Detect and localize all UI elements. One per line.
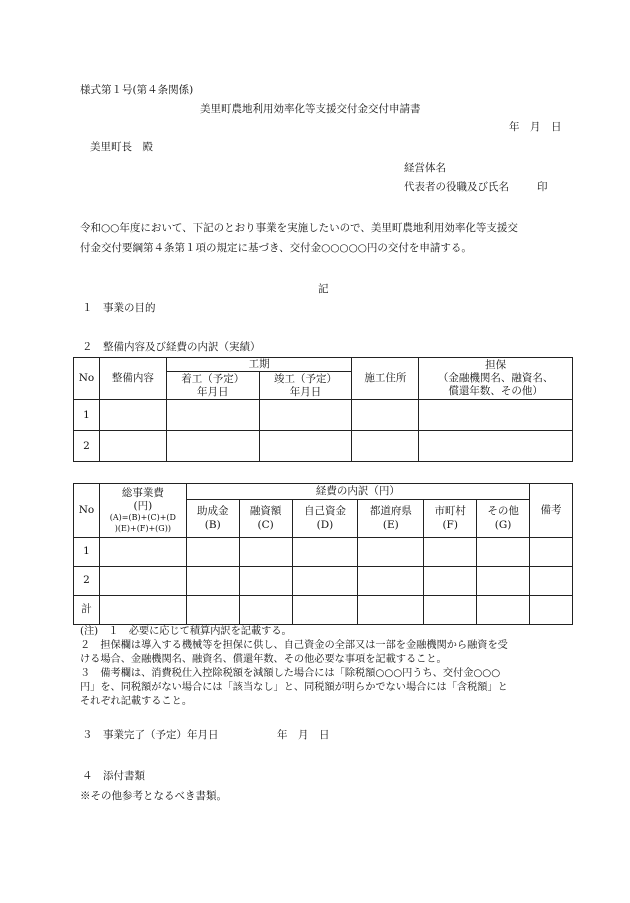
table-cell[interactable] [99,431,166,462]
attachment-note: ※その他参考となるべき書類。 [80,790,227,802]
header-total-formula-1: (A)=(B)+(C)+(D [109,512,176,522]
header-end-line-2: 年月日 [289,385,322,398]
table-cell[interactable] [419,431,573,462]
header-period: 工期 [166,358,352,372]
table-cell[interactable] [292,538,358,567]
ki-heading: 記 [318,283,329,295]
section-2-heading: ２ 整備内容及び経費の内訳（実績） [82,341,261,353]
header-total-formula-2: )(E)+(F)+(G)) [114,523,171,533]
header-breakdown: 経費の内訳（円） [186,484,529,500]
work-content-table [73,357,573,462]
header-pref-label: 都道府県 [369,505,412,518]
table-cell[interactable] [99,400,166,431]
header-total-cost [99,484,186,538]
header-remarks: 備考 [530,484,573,538]
addressee: 美里町長 殿 [90,141,153,153]
table-row [74,567,573,596]
header-collateral-line-3: 償還年数、その他） [448,385,543,398]
table-cell[interactable] [186,596,239,625]
table-row [74,538,573,567]
table-cell[interactable] [239,567,292,596]
header-other-label: その他 [487,505,519,518]
row-number: 2 [74,431,100,462]
header-other-code: (G) [494,518,512,531]
table-cell[interactable] [352,400,419,431]
table-cell[interactable] [186,538,239,567]
table-cell[interactable] [477,567,530,596]
header-start-line-1: 着工（予定） [181,372,245,385]
table-row [74,400,573,431]
table-cell[interactable] [530,596,573,625]
header-end-date [259,372,352,400]
table-cell[interactable] [99,538,186,567]
table-cell[interactable] [166,400,259,431]
table-cell[interactable] [239,596,292,625]
row-number: 計 [74,596,100,625]
table-cell[interactable] [166,431,259,462]
header-location: 施工住所 [352,358,419,400]
note-2-line-1: ２ 担保欄は導入する機械等を担保に供し、自己資金の全部又は一部を金融機関から融資を受 [80,640,508,651]
header-content: 整備内容 [99,358,166,400]
header-subsidy-label: 助成金 [196,505,229,518]
header-start-line-2: 年月日 [196,385,229,398]
table-cell[interactable] [352,431,419,462]
header-subsidy-code: (B) [204,518,221,531]
header-loan [239,500,292,538]
document-title: 美里町農地利用効率化等支援交付金交付申請書 [200,103,421,115]
header-own-label: 自己資金 [303,505,346,518]
header-collateral-line-2: （金融機関名、融資名、 [437,372,554,384]
table-cell[interactable] [358,596,424,625]
header-loan-label: 融資額 [249,505,282,518]
header-muni-label: 市町村 [434,505,466,518]
row-number: 1 [74,538,100,567]
header-muni-code: (F) [442,518,458,531]
table-cell[interactable] [477,596,530,625]
note-3-line-2: 円」を、同税額がない場合には「該当なし」と、同税額が明らかでない場合には「含税額」と [80,682,508,693]
table-row [74,431,573,462]
row-number: 2 [74,567,100,596]
header-municipality [424,500,477,538]
table-cell[interactable] [477,538,530,567]
header-start-date [166,372,259,400]
header-total-line-2: (円) [133,499,153,512]
table-cell[interactable] [530,538,573,567]
section-1-heading: １ 事業の目的 [82,302,156,314]
header-other [477,500,530,538]
table-cell[interactable] [239,538,292,567]
table-cell[interactable] [292,596,358,625]
header-collateral [419,358,573,400]
header-own-code: (D) [316,518,334,531]
header-pref-code: (E) [382,518,399,531]
form-number: 様式第１号(第４条関係) [80,84,194,96]
table-cell[interactable] [358,538,424,567]
seal-mark: 印 [537,181,548,193]
header-subsidy [186,500,239,538]
table-cell[interactable] [419,400,573,431]
table-cell[interactable] [259,400,352,431]
date-line: 年 月 日 [509,121,562,133]
table-cell[interactable] [530,567,573,596]
table-cell[interactable] [259,431,352,462]
header-no: No [74,484,100,538]
header-end-line-1: 竣工（予定） [274,372,338,385]
header-total-line-1: 総事業費 [121,486,164,499]
note-1: (注) １ 必要に応じて積算内訳を記載する。 [80,626,292,637]
header-own-funds [292,500,358,538]
table-cell[interactable] [99,567,186,596]
body-text-line-2: 付金交付要綱第４条第１項の規定に基づき、交付金○○○○○円の交付を申請する。 [80,242,472,254]
header-no: No [74,358,100,400]
table-cell[interactable] [99,596,186,625]
table-cell[interactable] [424,538,477,567]
table-row-total [74,596,573,625]
section-4-heading: ４ 添付書類 [82,770,145,782]
table-cell[interactable] [292,567,358,596]
row-number: 1 [74,400,100,431]
note-3-line-1: ３ 備考欄は、消費税仕入控除税額を減額した場合には「除税額○○○円うち、交付金○○○ [80,668,501,679]
expense-breakdown-table [73,483,573,625]
section-3-heading: ３ 事業完了（予定）年月日 [82,729,219,741]
note-2-line-2: ける場合、金融機関名、融資名、償還年数、その他必要な事項を記載すること。 [80,654,447,665]
completion-date: 年 月 日 [277,729,330,741]
table-cell[interactable] [186,567,239,596]
header-collateral-line-1: 担保 [485,358,507,371]
table-cell[interactable] [424,596,477,625]
body-text-line-1: 令和○○年度において、下記のとおり事業を実施したいので、美里町農地利用効率化等支援交 [80,222,518,234]
representative-label: 代表者の役職及び氏名 [404,181,509,193]
table-cell[interactable] [424,567,477,596]
org-name-label: 経営体名 [404,162,446,174]
header-prefecture [358,500,424,538]
table-cell[interactable] [358,567,424,596]
header-loan-code: (C) [257,518,274,531]
note-3-line-3: それぞれ記載すること。 [80,696,193,707]
